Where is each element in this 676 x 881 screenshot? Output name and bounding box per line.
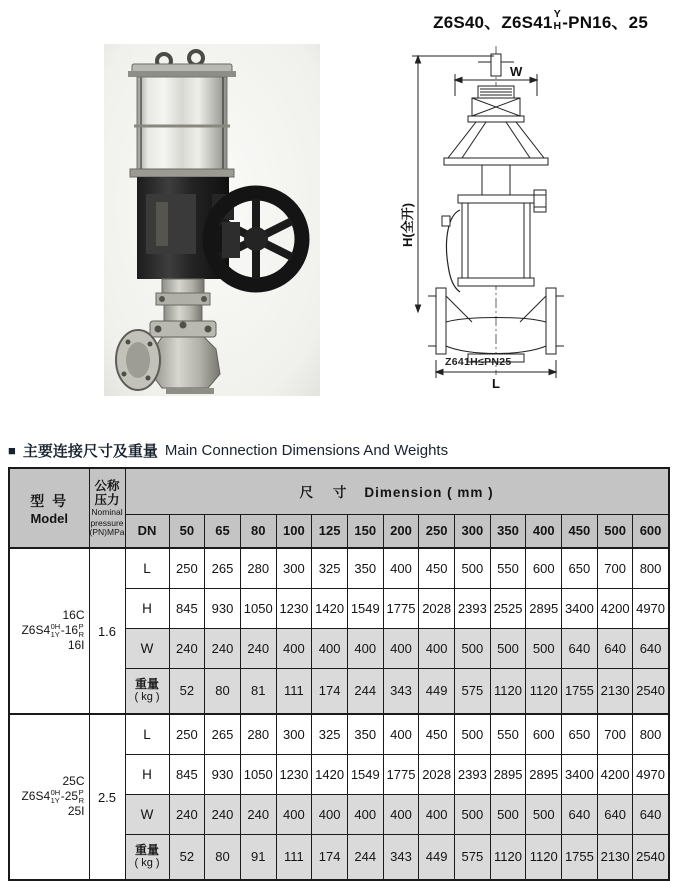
value-cell: 575	[455, 668, 491, 714]
value-cell: 500	[490, 794, 526, 834]
value-cell: 4970	[633, 754, 669, 794]
value-cell: 240	[205, 794, 241, 834]
value-cell: 400	[312, 628, 348, 668]
value-cell: 325	[312, 548, 348, 588]
value-cell: 1050	[240, 754, 276, 794]
value-cell: 650	[562, 714, 598, 754]
value-cell: 2393	[455, 588, 491, 628]
row-label-cell: 重量 ( kg )	[125, 668, 169, 714]
section-heading	[8, 440, 676, 461]
value-cell: 80	[205, 834, 241, 880]
dn-size-cell: 65	[205, 514, 241, 548]
value-cell: 1120	[490, 668, 526, 714]
value-cell: 265	[205, 548, 241, 588]
value-cell: 240	[169, 794, 205, 834]
value-cell: 280	[240, 714, 276, 754]
value-cell: 450	[419, 548, 455, 588]
row-label-cell: H	[125, 588, 169, 628]
valve-diagram	[398, 40, 593, 395]
diagram-caption: Z641H≤PN25	[445, 356, 512, 368]
value-cell: 600	[526, 714, 562, 754]
model-label: 25C Z6S4 0H 1Y -25 P R 25I	[21, 774, 85, 818]
value-cell: 400	[347, 794, 383, 834]
title-yh-stack: Y H	[553, 8, 562, 32]
value-cell: 650	[562, 548, 598, 588]
value-cell: 449	[419, 668, 455, 714]
value-cell: 2525	[490, 588, 526, 628]
value-cell: 550	[490, 548, 526, 588]
value-cell: 845	[169, 588, 205, 628]
value-cell: 400	[276, 628, 312, 668]
value-cell: 930	[205, 754, 241, 794]
value-cell: 1775	[383, 754, 419, 794]
value-cell: 449	[419, 834, 455, 880]
dn-size-cell: 125	[312, 514, 348, 548]
value-cell: 1755	[562, 834, 598, 880]
value-cell: 240	[205, 628, 241, 668]
photo-cylinder-actuator	[128, 51, 236, 177]
dn-size-cell: 500	[597, 514, 633, 548]
dn-size-cell: 100	[276, 514, 312, 548]
value-cell: 500	[526, 628, 562, 668]
value-cell: 700	[597, 548, 633, 588]
dn-size-cell: 600	[633, 514, 669, 548]
model-label: 16C Z6S4 0H 1Y -16 P R 16I	[21, 608, 85, 652]
value-cell: 2540	[633, 668, 669, 714]
value-cell: 400	[419, 794, 455, 834]
value-cell: 2130	[597, 834, 633, 880]
row-label-cell: L	[125, 714, 169, 754]
value-cell: 1775	[383, 588, 419, 628]
value-cell: 400	[419, 628, 455, 668]
row-label-cell: L	[125, 548, 169, 588]
valve-photo-image	[104, 44, 320, 396]
value-cell: 1549	[347, 588, 383, 628]
value-cell: 174	[312, 834, 348, 880]
value-cell: 4970	[633, 588, 669, 628]
value-cell: 3400	[562, 588, 598, 628]
value-cell: 240	[240, 794, 276, 834]
value-cell: 640	[562, 628, 598, 668]
valve-diagram-image	[398, 40, 593, 395]
value-cell: 81	[240, 668, 276, 714]
value-cell: 1230	[276, 754, 312, 794]
value-cell: 450	[419, 714, 455, 754]
valve-photo	[104, 44, 320, 396]
dn-size-cell: 350	[490, 514, 526, 548]
value-cell: 1755	[562, 668, 598, 714]
dn-size-cell: 250	[419, 514, 455, 548]
value-cell: 3400	[562, 754, 598, 794]
section-bullet-icon: ■	[8, 443, 16, 458]
value-cell: 400	[383, 548, 419, 588]
model-cell	[9, 714, 89, 880]
value-cell: 550	[490, 714, 526, 754]
value-cell: 1120	[526, 834, 562, 880]
pressure-cell: 1.6	[89, 548, 125, 714]
value-cell: 500	[526, 794, 562, 834]
row-label-cell: W	[125, 794, 169, 834]
dn-size-cell: 300	[455, 514, 491, 548]
value-cell: 1420	[312, 588, 348, 628]
value-cell: 2895	[526, 754, 562, 794]
pressure-column-header: 公称 压力 Nominal pressure (PN)MPa	[89, 468, 125, 548]
value-cell: 400	[383, 714, 419, 754]
value-cell: 2895	[526, 588, 562, 628]
value-cell: 2540	[633, 834, 669, 880]
model-cell	[9, 548, 89, 714]
pressure-cell: 2.5	[89, 714, 125, 880]
value-cell: 1549	[347, 754, 383, 794]
value-cell: 250	[169, 714, 205, 754]
value-cell: 500	[455, 628, 491, 668]
value-cell: 640	[633, 628, 669, 668]
value-cell: 2130	[597, 668, 633, 714]
row-label-cell: W	[125, 628, 169, 668]
value-cell: 400	[276, 794, 312, 834]
value-cell: 240	[240, 628, 276, 668]
model-column-header: 型 号 Model	[9, 468, 89, 548]
value-cell: 250	[169, 548, 205, 588]
dimension-table	[8, 467, 670, 881]
value-cell: 52	[169, 668, 205, 714]
value-cell: 500	[490, 628, 526, 668]
value-cell: 845	[169, 754, 205, 794]
value-cell: 244	[347, 668, 383, 714]
value-cell: 2393	[455, 754, 491, 794]
value-cell: 111	[276, 668, 312, 714]
value-cell: 1420	[312, 754, 348, 794]
value-cell: 640	[562, 794, 598, 834]
value-cell: 244	[347, 834, 383, 880]
value-cell: 400	[312, 794, 348, 834]
table-row	[9, 548, 669, 588]
dim-label-h: H(全开)	[400, 202, 415, 248]
title-prefix: Z6S40、Z6S41	[433, 13, 553, 32]
value-cell: 1120	[526, 668, 562, 714]
dn-size-cell: 450	[562, 514, 598, 548]
value-cell: 4200	[597, 588, 633, 628]
dn-size-cell: 50	[169, 514, 205, 548]
value-cell: 174	[312, 668, 348, 714]
value-cell: 52	[169, 834, 205, 880]
value-cell: 640	[597, 794, 633, 834]
row-label-cell: H	[125, 754, 169, 794]
value-cell: 500	[455, 794, 491, 834]
value-cell: 575	[455, 834, 491, 880]
dn-size-cell: 400	[526, 514, 562, 548]
dn-label-cell: DN	[125, 514, 169, 548]
value-cell: 400	[347, 628, 383, 668]
value-cell: 4200	[597, 754, 633, 794]
value-cell: 700	[597, 714, 633, 754]
value-cell: 240	[169, 628, 205, 668]
value-cell: 1120	[490, 834, 526, 880]
value-cell: 400	[383, 794, 419, 834]
section-heading-en: Main Connection Dimensions And Weights	[164, 442, 449, 459]
value-cell: 111	[276, 834, 312, 880]
value-cell: 343	[383, 834, 419, 880]
value-cell: 325	[312, 714, 348, 754]
row-label-cell: 重量 ( kg )	[125, 834, 169, 880]
section-heading-zh: 主要连接尺寸及重量	[22, 443, 158, 460]
dim-label-w: W	[510, 64, 523, 79]
value-cell: 930	[205, 588, 241, 628]
value-cell: 640	[633, 794, 669, 834]
value-cell: 2028	[419, 588, 455, 628]
dn-size-cell: 150	[347, 514, 383, 548]
dim-label-l: L	[492, 376, 500, 391]
value-cell: 300	[276, 714, 312, 754]
value-cell: 400	[383, 628, 419, 668]
value-cell: 350	[347, 548, 383, 588]
value-cell: 80	[205, 668, 241, 714]
value-cell: 2028	[419, 754, 455, 794]
dn-size-cell: 200	[383, 514, 419, 548]
value-cell: 280	[240, 548, 276, 588]
value-cell: 2895	[490, 754, 526, 794]
title-suffix: -PN16、25	[562, 13, 648, 32]
figures-area	[0, 0, 676, 440]
value-cell: 500	[455, 714, 491, 754]
value-cell: 265	[205, 714, 241, 754]
value-cell: 1050	[240, 588, 276, 628]
value-cell: 300	[276, 548, 312, 588]
value-cell: 800	[633, 548, 669, 588]
dimension-table-body	[9, 548, 669, 880]
value-cell: 1230	[276, 588, 312, 628]
value-cell: 640	[597, 628, 633, 668]
value-cell: 600	[526, 548, 562, 588]
value-cell: 350	[347, 714, 383, 754]
dimension-header: 尺 寸 Dimension ( mm )	[125, 468, 669, 514]
value-cell: 91	[240, 834, 276, 880]
table-row	[9, 714, 669, 754]
dn-size-cell: 80	[240, 514, 276, 548]
value-cell: 343	[383, 668, 419, 714]
photo-valve-body	[116, 330, 220, 394]
value-cell: 500	[455, 548, 491, 588]
value-cell: 800	[633, 714, 669, 754]
